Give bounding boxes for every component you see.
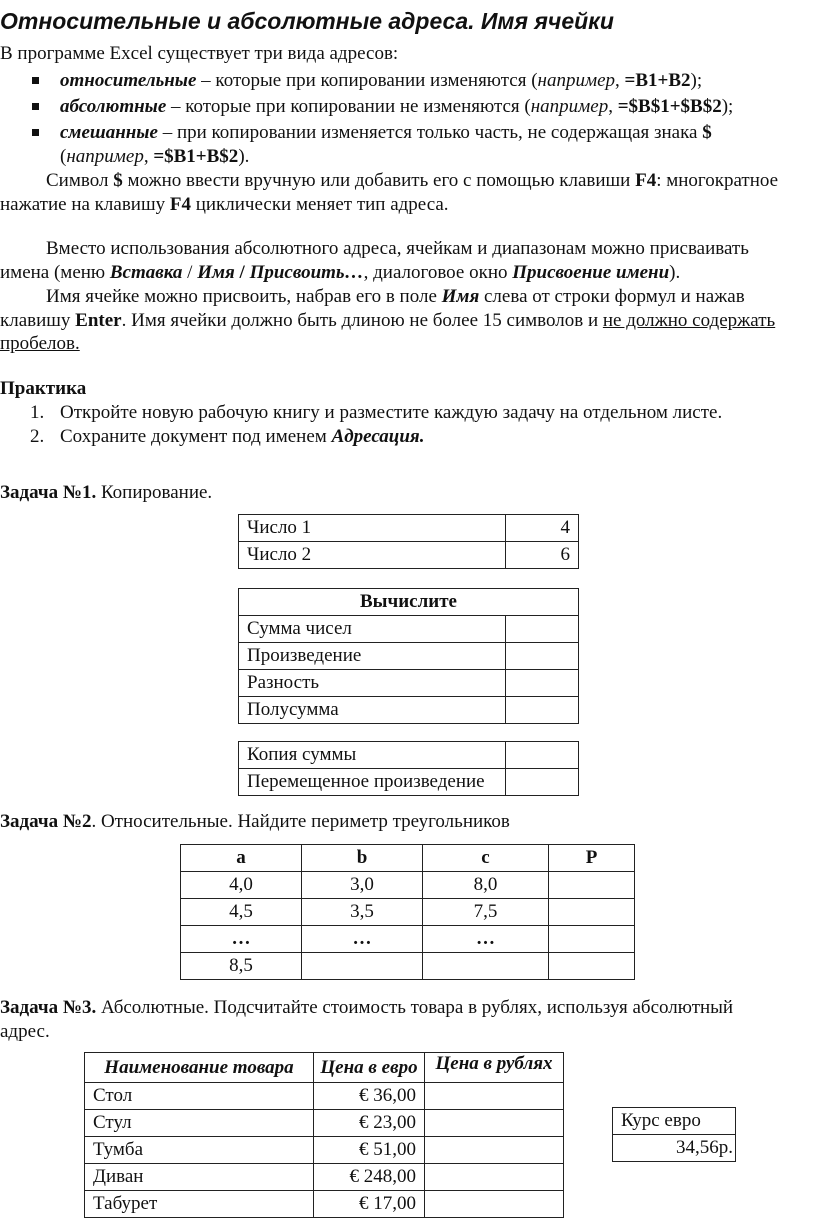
rate-value: 34,56р. [613, 1135, 736, 1162]
rate-label: Курс евро [613, 1108, 736, 1135]
cell: … [302, 926, 423, 953]
table-row [181, 845, 635, 872]
bullet-marker [32, 77, 39, 84]
task2-table [180, 844, 635, 980]
price-euro: € 36,00 [314, 1083, 425, 1110]
perimeter-cell[interactable] [549, 926, 635, 953]
copy-label: Перемещенное произведение [239, 769, 506, 796]
calc-label: Полусумма [239, 697, 506, 724]
table-row [85, 1083, 564, 1110]
col-header: P [549, 845, 635, 872]
table-row [181, 926, 635, 953]
practice-heading: Практика [0, 378, 87, 399]
item-name: Стул [85, 1110, 314, 1137]
task1-copy-table [238, 741, 579, 796]
col-header: Цена в евро [314, 1053, 425, 1083]
table-row [181, 953, 635, 980]
calc-label: Произведение [239, 643, 506, 670]
price-rub-cell[interactable] [425, 1110, 564, 1137]
assign-paragraph-line2: клавишу Enter. Имя ячейки должно быть длиною не более 15 символов и не должно содержать [0, 310, 776, 331]
table-row [613, 1108, 736, 1135]
cell: 3,0 [302, 872, 423, 899]
bullet-relative: относительные – которые при копировании изменяются (например, =B1+B2); [60, 70, 703, 91]
calc-header: Вычислите [239, 589, 579, 616]
item-name: Диван [85, 1164, 314, 1191]
copy-result-cell[interactable] [506, 769, 579, 796]
col-header: Наименование товара [85, 1053, 314, 1083]
cell: … [181, 926, 302, 953]
task1-inputs-table [238, 514, 579, 569]
cell: 4,5 [181, 899, 302, 926]
page-title: Относительные и абсолютные адреса. Имя ячейки [0, 8, 614, 34]
copy-result-cell[interactable] [506, 742, 579, 769]
cell[interactable] [302, 953, 423, 980]
practice-item: 1. Откройте новую рабочую книгу и разместите каждую задачу на отдельном листе. [30, 402, 723, 423]
task3-heading: Задача №3. Абсолютные. Подсчитайте стоимость товара в рублях, используя абсолютный [0, 997, 734, 1018]
perimeter-cell[interactable] [549, 872, 635, 899]
table-row [239, 697, 579, 724]
table-row [239, 769, 579, 796]
names-paragraph-line1: Вместо использования абсолютного адреса, ячейкам и диапазонам можно присваивать [46, 238, 749, 259]
calc-result-cell[interactable] [506, 616, 579, 643]
practice-item: 2. Сохраните документ под именем Адресация. [30, 426, 425, 447]
copy-label: Копия суммы [239, 742, 506, 769]
assign-paragraph-line1: Имя ячейке можно присвоить, набрав его в поле Имя слева от строки формул и нажав [46, 286, 745, 307]
calc-result-cell[interactable] [506, 697, 579, 724]
rate-table [612, 1107, 736, 1162]
price-euro: € 23,00 [314, 1110, 425, 1137]
cell: 4,0 [181, 872, 302, 899]
symbol-paragraph-line2: нажатие на клавишу F4 циклически меняет тип адреса. [0, 194, 449, 215]
price-rub-cell[interactable] [425, 1191, 564, 1218]
bullet-absolute: абсолютные – которые при копировании не изменяются (например, =$B$1+$B$2); [60, 96, 734, 117]
item-name: Табурет [85, 1191, 314, 1218]
price-euro: € 51,00 [314, 1137, 425, 1164]
table-row [85, 1164, 564, 1191]
symbol-paragraph-line1: Символ $ можно ввести вручную или добавить его с помощью клавиши F4: многократное [46, 170, 779, 191]
price-rub-cell[interactable] [425, 1083, 564, 1110]
task3-table [84, 1052, 564, 1218]
cell-label: Число 2 [239, 542, 506, 569]
cell: 7,5 [423, 899, 549, 926]
bullet-marker [32, 129, 39, 136]
names-paragraph-line2: имена (меню Вставка / Имя / Присвоить…, диалоговое окно Присвоение имени). [0, 262, 681, 283]
item-name: Тумба [85, 1137, 314, 1164]
task1-calc-table [238, 588, 579, 724]
price-euro: € 248,00 [314, 1164, 425, 1191]
col-header: c [423, 845, 549, 872]
intro-text: В программе Excel существует три вида адресов: [0, 43, 399, 64]
item-name: Стол [85, 1083, 314, 1110]
calc-result-cell[interactable] [506, 643, 579, 670]
table-row [85, 1110, 564, 1137]
table-row [85, 1137, 564, 1164]
table-row [181, 899, 635, 926]
bullet-mixed-example: (например, =$B1+B$2). [60, 146, 250, 167]
assign-paragraph-line3: пробелов. [0, 333, 80, 354]
col-header: a [181, 845, 302, 872]
table-row [239, 542, 579, 569]
price-rub-cell[interactable] [425, 1164, 564, 1191]
cell-value: 6 [506, 542, 579, 569]
bullet-marker [32, 103, 39, 110]
bullet-mixed: смешанные – при копировании изменяется только часть, не содержащая знака $ [60, 122, 712, 143]
task2-heading: Задача №2. Относительные. Найдите периметр треугольников [0, 811, 510, 832]
price-euro: € 17,00 [314, 1191, 425, 1218]
col-header: b [302, 845, 423, 872]
cell: … [423, 926, 549, 953]
table-row [239, 616, 579, 643]
calc-result-cell[interactable] [506, 670, 579, 697]
table-row [613, 1135, 736, 1162]
task1-heading: Задача №1. Копирование. [0, 482, 213, 503]
cell-value: 4 [506, 515, 579, 542]
table-row [85, 1053, 564, 1083]
calc-label: Разность [239, 670, 506, 697]
table-row [239, 643, 579, 670]
table-row [239, 670, 579, 697]
cell-label: Число 1 [239, 515, 506, 542]
perimeter-cell[interactable] [549, 953, 635, 980]
cell: 8,0 [423, 872, 549, 899]
price-rub-cell[interactable] [425, 1137, 564, 1164]
col-header: Цена в рублях [425, 1053, 564, 1083]
calc-label: Сумма чисел [239, 616, 506, 643]
table-row [239, 742, 579, 769]
perimeter-cell[interactable] [549, 899, 635, 926]
task3-heading-line2: адрес. [0, 1021, 50, 1042]
table-row [181, 872, 635, 899]
table-row [239, 589, 579, 616]
cell: 8,5 [181, 953, 302, 980]
cell: 3,5 [302, 899, 423, 926]
table-row [239, 515, 579, 542]
table-row [85, 1191, 564, 1218]
cell[interactable] [423, 953, 549, 980]
